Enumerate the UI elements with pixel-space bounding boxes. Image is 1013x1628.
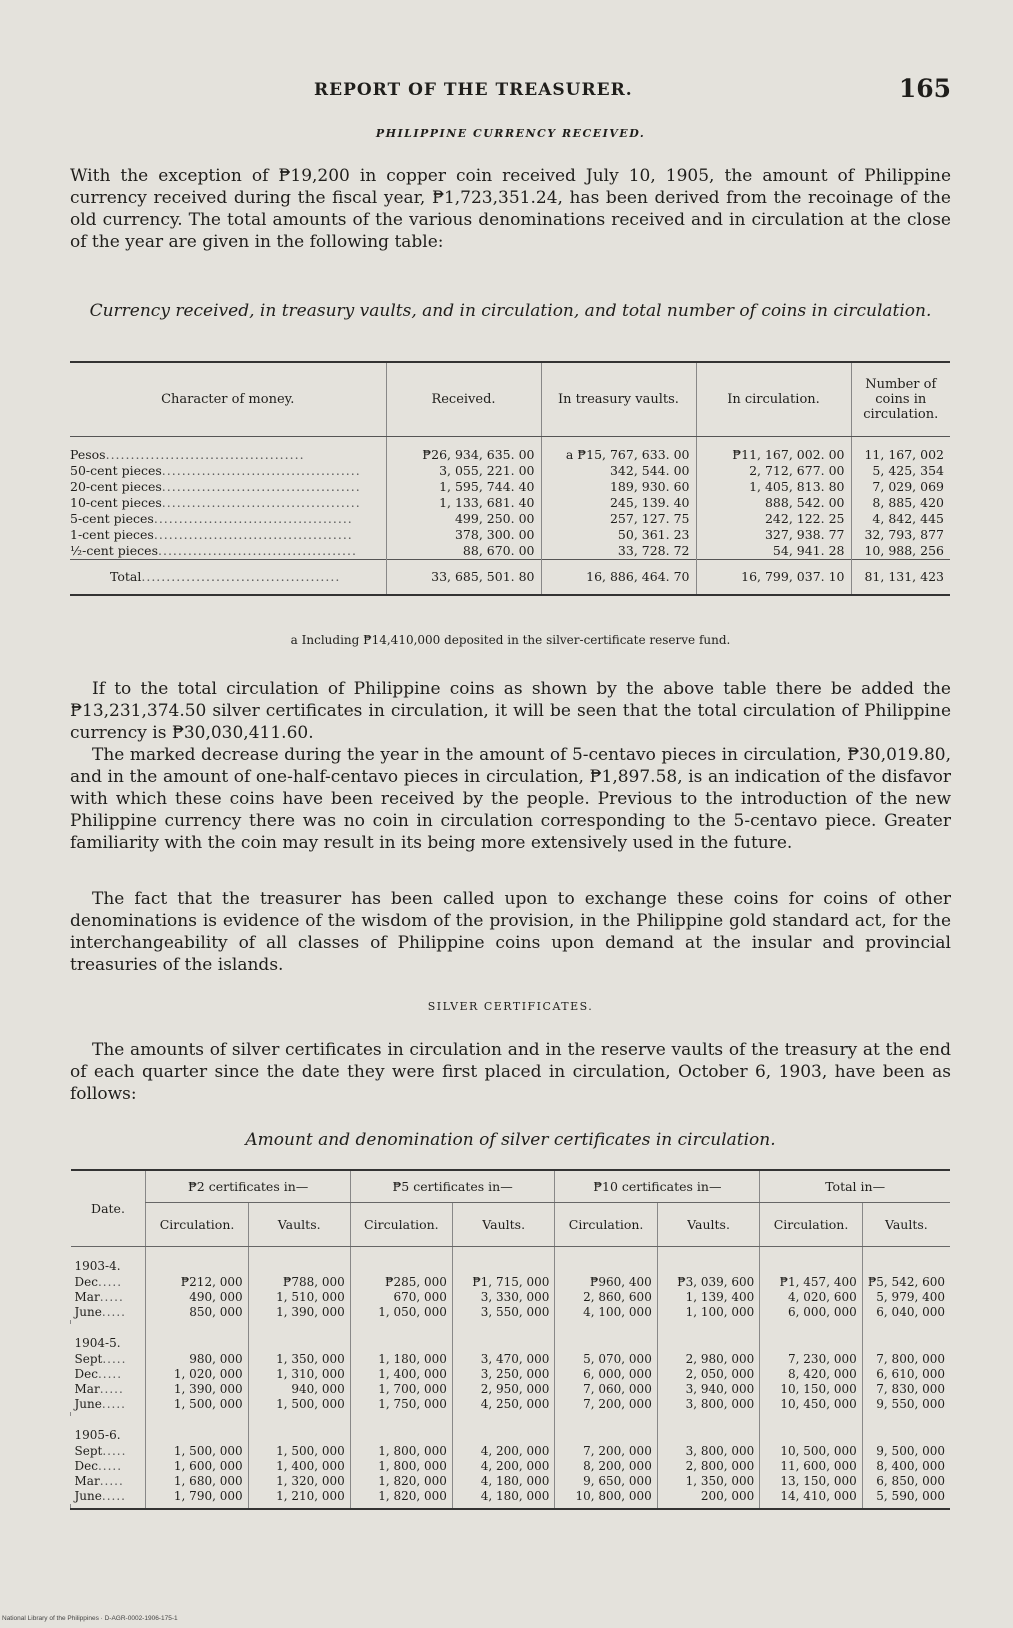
- table-cell: 5, 070, 000: [555, 1352, 657, 1367]
- table-row: [70, 463, 950, 479]
- quarter-label: June.....: [74, 1305, 126, 1319]
- table-cell: ₱3, 039, 600: [657, 1275, 759, 1290]
- dot-leader: ........................................: [161, 479, 361, 494]
- table-cell: 850, 000: [146, 1305, 248, 1320]
- table-cell: 1, 400, 000: [350, 1367, 452, 1382]
- quarter-label: Sept.....: [74, 1352, 127, 1366]
- table-cell: 2, 712, 677. 00: [696, 463, 851, 479]
- paragraph-3: The fact that the treasurer has been called upon to exchange these coins for coins of other denominations is evidence of the wisdom of the provision, in the Philippine gold standard act, for the interchangeability of all classes of Philippine coins upon demand at the insular and provincial treasuries of the islands.: [70, 889, 951, 975]
- table-cell: 1, 050, 000: [350, 1305, 452, 1320]
- table-cell: 54, 941. 28: [696, 543, 851, 560]
- table-cell: 1, 100, 000: [657, 1305, 759, 1320]
- table1-footnote: a Including ₱14,410,000 deposited in the silver-certificate reserve fund.: [290, 633, 731, 647]
- sub-header: Circulation.: [146, 1202, 248, 1246]
- table-cell: 7, 200, 000: [555, 1397, 657, 1412]
- table-cell: 1, 405, 813. 80: [696, 479, 851, 495]
- total-label: Total........................................: [70, 559, 386, 595]
- dot-leader: ........................................: [141, 569, 341, 584]
- sub-header: Vaults.: [657, 1202, 759, 1246]
- quarter-label: Mar.....: [74, 1474, 124, 1488]
- table-cell: ₱212, 000: [146, 1275, 248, 1290]
- row-label: 1-cent pieces........................................: [70, 527, 353, 542]
- table-row: [71, 1290, 951, 1305]
- intro-paragraph: With the exception of ₱19,200 in copper coin received July 10, 1905, the amount of Philippine currency received during the fiscal year, ₱1,723,351.24, has been derived from the recoinage of the old currency. The total amounts of the various denominations received and in circulation at the close of the year are given in the following table:: [70, 166, 951, 252]
- table-cell: 8, 420, 000: [760, 1367, 862, 1382]
- table-cell: 8, 885, 420: [851, 495, 950, 511]
- paragraph-2: The marked decrease during the year in the amount of 5-centavo pieces in circulation, ₱30,019.80, and in the amount of one-half-centavo pieces in circulation, ₱1,897.58, is an indication of the disfavor with which these coins have been received by the people. Previous to the introduction of the new Philippine currency there was no coin in circulation corresponding to the 5-centavo piece. Greater familiarity with the coin may result in its being more extensively used in the future.: [70, 745, 951, 853]
- table-cell: ₱26, 934, 635. 00: [386, 447, 541, 463]
- table-cell: 1, 320, 000: [248, 1474, 350, 1489]
- table-cell: 1, 820, 000: [350, 1489, 452, 1504]
- dot-leader: ........................................: [161, 495, 361, 510]
- table-cell: 4, 200, 000: [452, 1444, 554, 1459]
- table-cell: 2, 860, 600: [555, 1290, 657, 1305]
- fiscal-year-label: 1905-6.: [74, 1427, 121, 1442]
- dot-leader: .....: [97, 1275, 123, 1289]
- fiscal-year-label: 1903-4.: [74, 1258, 121, 1273]
- table-cell: 4, 842, 445: [851, 511, 950, 527]
- table-cell: 11, 167, 002: [851, 447, 950, 463]
- sub-header: Circulation.: [350, 1202, 452, 1246]
- silver-paragraph: The amounts of silver certificates in circulation and in the reserve vaults of the treasury at the end of each quarter since the date they were first placed in circulation, October 6, 1903, have been as follows:: [70, 1040, 951, 1104]
- col-header-date: Date.: [71, 1170, 146, 1246]
- table-cell: ₱960, 400: [555, 1275, 657, 1290]
- section-title-silver: SILVER CERTIFICATES.: [427, 1000, 594, 1013]
- dot-leader: .....: [102, 1444, 127, 1458]
- table-cell: 10, 500, 000: [760, 1444, 862, 1459]
- table-row: [70, 447, 950, 463]
- table-cell: 1, 180, 000: [350, 1352, 452, 1367]
- row-label: 20-cent pieces........................................: [70, 479, 361, 494]
- table-cell: 2, 050, 000: [657, 1367, 759, 1382]
- table-cell: 1, 400, 000: [248, 1459, 350, 1474]
- table-cell: 245, 139. 40: [541, 495, 696, 511]
- table-cell: 7, 029, 069: [851, 479, 950, 495]
- table-cell: 33, 728. 72: [541, 543, 696, 560]
- table-row: [71, 1444, 951, 1459]
- table-cell: 1, 020, 000: [146, 1367, 248, 1382]
- table-cell: 6, 850, 000: [862, 1474, 950, 1489]
- table-cell: 6, 610, 000: [862, 1367, 950, 1382]
- table-cell: 1, 350, 000: [248, 1352, 350, 1367]
- table-cell: 1, 800, 000: [350, 1459, 452, 1474]
- table-cell: 1, 680, 000: [146, 1474, 248, 1489]
- quarter-label: Dec.....: [74, 1459, 123, 1473]
- dot-leader: .....: [99, 1474, 124, 1488]
- group-header-2: ₱2 certificates in—: [146, 1170, 350, 1202]
- table-cell: 940, 000: [248, 1382, 350, 1397]
- total-cell: 16, 886, 464. 70: [541, 559, 696, 595]
- table-cell: 1, 500, 000: [146, 1444, 248, 1459]
- dot-leader: ........................................: [161, 463, 361, 478]
- table-cell: 6, 040, 000: [862, 1305, 950, 1320]
- table-cell: 189, 930. 60: [541, 479, 696, 495]
- table-row: [71, 1382, 951, 1397]
- table-cell: 1, 310, 000: [248, 1367, 350, 1382]
- table-cell: 8, 200, 000: [555, 1459, 657, 1474]
- table-row: [71, 1489, 951, 1504]
- table-cell: 3, 550, 000: [452, 1305, 554, 1320]
- table-cell: ₱285, 000: [350, 1275, 452, 1290]
- table-cell: 10, 988, 256: [851, 543, 950, 560]
- dot-leader: ........................................: [153, 527, 353, 542]
- table-cell: 3, 940, 000: [657, 1382, 759, 1397]
- table-cell: 1, 133, 681. 40: [386, 495, 541, 511]
- table-cell: 9, 650, 000: [555, 1474, 657, 1489]
- table-cell: 499, 250. 00: [386, 511, 541, 527]
- table-cell: 13, 150, 000: [760, 1474, 862, 1489]
- table-cell: 8, 400, 000: [862, 1459, 950, 1474]
- table-cell: 14, 410, 000: [760, 1489, 862, 1504]
- table-cell: 7, 800, 000: [862, 1352, 950, 1367]
- table-cell: 1, 510, 000: [248, 1290, 350, 1305]
- table-cell: a ₱15, 767, 633. 00: [541, 447, 696, 463]
- table2-caption: Amount and denomination of silver certificates in circulation.: [245, 1130, 776, 1150]
- table-cell: 888, 542. 00: [696, 495, 851, 511]
- table-cell: ₱11, 167, 002. 00: [696, 447, 851, 463]
- paragraph-1: If to the total circulation of Philippine coins as shown by the above table there be added the ₱13,231,374.50 silver certificates in circulation, it will be seen that the total circulation of Philippine currency is ₱30,030,411.60.: [70, 679, 951, 743]
- table-cell: 242, 122. 25: [696, 511, 851, 527]
- dot-leader: .....: [101, 1489, 126, 1503]
- col-header-circulation: In circulation.: [696, 362, 851, 436]
- table-cell: 670, 000: [350, 1290, 452, 1305]
- quarter-label: June.....: [74, 1397, 126, 1411]
- row-label: 5-cent pieces........................................: [70, 511, 353, 526]
- dot-leader: .....: [97, 1459, 123, 1473]
- sub-header: Vaults.: [862, 1202, 950, 1246]
- row-label: 10-cent pieces........................................: [70, 495, 361, 510]
- group-header-10: ₱10 certificates in—: [555, 1170, 760, 1202]
- table-cell: 1, 500, 000: [146, 1397, 248, 1412]
- table-cell: 3, 800, 000: [657, 1444, 759, 1459]
- table-cell: ₱1, 457, 400: [760, 1275, 862, 1290]
- fiscal-year-label: 1904-5.: [74, 1335, 121, 1350]
- table-cell: 7, 230, 000: [760, 1352, 862, 1367]
- table-cell: 1, 139, 400: [657, 1290, 759, 1305]
- table-cell: 6, 000, 000: [760, 1305, 862, 1320]
- table-cell: 1, 600, 000: [146, 1459, 248, 1474]
- col-header-coins: Number of coins in circulation.: [851, 362, 950, 436]
- col-header-vaults: In treasury vaults.: [541, 362, 696, 436]
- table-row: [71, 1305, 951, 1320]
- dot-leader: .....: [99, 1290, 124, 1304]
- table-cell: 3, 250, 000: [452, 1367, 554, 1382]
- table-cell: 378, 300. 00: [386, 527, 541, 543]
- table-cell: 2, 800, 000: [657, 1459, 759, 1474]
- page-header: [70, 74, 951, 114]
- table-cell: 4, 200, 000: [452, 1459, 554, 1474]
- dot-leader: ........................................: [158, 543, 357, 558]
- quarter-label: Mar.....: [74, 1290, 124, 1304]
- dot-leader: ........................................: [105, 447, 305, 462]
- silver-certificates-table: [70, 1169, 950, 1510]
- quarter-label: Mar.....: [74, 1382, 124, 1396]
- table-cell: 1, 500, 000: [248, 1444, 350, 1459]
- table-cell: 4, 100, 000: [555, 1305, 657, 1320]
- table-cell: 1, 210, 000: [248, 1489, 350, 1504]
- table-cell: 7, 830, 000: [862, 1382, 950, 1397]
- table-row: [70, 527, 950, 543]
- table-cell: 5, 590, 000: [862, 1489, 950, 1504]
- table-cell: 10, 150, 000: [760, 1382, 862, 1397]
- library-stamp: National Library of the Philippines · D-AGR-0002-1906-175-1: [2, 1615, 178, 1622]
- row-label: 50-cent pieces........................................: [70, 463, 361, 478]
- sub-header: Circulation.: [555, 1202, 657, 1246]
- table-cell: 9, 500, 000: [862, 1444, 950, 1459]
- table-cell: 10, 450, 000: [760, 1397, 862, 1412]
- table-cell: 5, 979, 400: [862, 1290, 950, 1305]
- table-cell: 342, 544. 00: [541, 463, 696, 479]
- table-cell: 3, 800, 000: [657, 1397, 759, 1412]
- table-cell: 1, 595, 744. 40: [386, 479, 541, 495]
- table-row: [70, 495, 950, 511]
- table-row: [71, 1367, 951, 1382]
- table-cell: 1, 700, 000: [350, 1382, 452, 1397]
- table-cell: 4, 180, 000: [452, 1489, 554, 1504]
- sub-header: Circulation.: [760, 1202, 862, 1246]
- table-row: [70, 479, 950, 495]
- table-cell: 3, 055, 221. 00: [386, 463, 541, 479]
- quarter-label: Sept.....: [74, 1444, 127, 1458]
- total-cell: 33, 685, 501. 80: [386, 559, 541, 595]
- table-cell: 3, 470, 000: [452, 1352, 554, 1367]
- dot-leader: ........................................: [153, 511, 353, 526]
- row-label: Pesos........................................: [70, 447, 305, 462]
- table-cell: 3, 330, 000: [452, 1290, 554, 1305]
- running-title: REPORT OF THE TREASURER.: [314, 80, 633, 100]
- total-cell: 16, 799, 037. 10: [696, 559, 851, 595]
- group-header-total: Total in—: [760, 1170, 950, 1202]
- table-cell: 4, 180, 000: [452, 1474, 554, 1489]
- col-header-character: Character of money.: [70, 362, 386, 436]
- table-cell: 490, 000: [146, 1290, 248, 1305]
- table-row: [71, 1352, 951, 1367]
- table-cell: 32, 793, 877: [851, 527, 950, 543]
- total-cell: 81, 131, 423: [851, 559, 950, 595]
- table-cell: 1, 790, 000: [146, 1489, 248, 1504]
- sub-header: Vaults.: [248, 1202, 350, 1246]
- table-cell: 6, 000, 000: [555, 1367, 657, 1382]
- table-cell: 11, 600, 000: [760, 1459, 862, 1474]
- quarter-label: Dec.....: [74, 1275, 123, 1289]
- table-cell: 1, 390, 000: [248, 1305, 350, 1320]
- table1-caption: Currency received, in treasury vaults, and in circulation, and total number of coins in circulation.: [89, 301, 932, 321]
- sub-header: Vaults.: [452, 1202, 554, 1246]
- table-cell: 10, 800, 000: [555, 1489, 657, 1504]
- table-cell: 200, 000: [657, 1489, 759, 1504]
- currency-table: [70, 361, 950, 596]
- table-cell: 1, 500, 000: [248, 1397, 350, 1412]
- table-row: [70, 511, 950, 527]
- section-title-currency: PHILIPPINE CURRENCY RECEIVED.: [375, 127, 646, 140]
- table-cell: 4, 020, 600: [760, 1290, 862, 1305]
- table-cell: 257, 127. 75: [541, 511, 696, 527]
- table-cell: ₱788, 000: [248, 1275, 350, 1290]
- table-row: [71, 1275, 951, 1290]
- dot-leader: .....: [101, 1397, 126, 1411]
- table-cell: 1, 750, 000: [350, 1397, 452, 1412]
- table-cell: 1, 350, 000: [657, 1474, 759, 1489]
- table-row: [70, 543, 950, 560]
- quarter-label: Dec.....: [74, 1367, 123, 1381]
- quarter-label: June.....: [74, 1489, 126, 1503]
- row-label: ½-cent pieces........................................: [70, 543, 357, 558]
- table-cell: 4, 250, 000: [452, 1397, 554, 1412]
- col-header-received: Received.: [386, 362, 541, 436]
- page-number: 165: [898, 74, 951, 103]
- table-cell: 88, 670. 00: [386, 543, 541, 560]
- table-row: [71, 1459, 951, 1474]
- table-cell: 7, 060, 000: [555, 1382, 657, 1397]
- table-row: [71, 1397, 951, 1412]
- table-cell: 327, 938. 77: [696, 527, 851, 543]
- table-row: [71, 1474, 951, 1489]
- dot-leader: .....: [97, 1367, 123, 1381]
- table-cell: 2, 980, 000: [657, 1352, 759, 1367]
- table-cell: 50, 361. 23: [541, 527, 696, 543]
- group-header-5: ₱5 certificates in—: [350, 1170, 555, 1202]
- dot-leader: .....: [99, 1382, 124, 1396]
- table-cell: 2, 950, 000: [452, 1382, 554, 1397]
- table-cell: 980, 000: [146, 1352, 248, 1367]
- table-cell: 1, 390, 000: [146, 1382, 248, 1397]
- table-cell: 7, 200, 000: [555, 1444, 657, 1459]
- table-cell: 1, 820, 000: [350, 1474, 452, 1489]
- table-cell: 5, 425, 354: [851, 463, 950, 479]
- table-cell: 9, 550, 000: [862, 1397, 950, 1412]
- total-row: [70, 559, 950, 595]
- table-cell: ₱1, 715, 000: [452, 1275, 554, 1290]
- table-cell: ₱5, 542, 600: [862, 1275, 950, 1290]
- dot-leader: .....: [102, 1352, 127, 1366]
- table-cell: 1, 800, 000: [350, 1444, 452, 1459]
- dot-leader: .....: [101, 1305, 126, 1319]
